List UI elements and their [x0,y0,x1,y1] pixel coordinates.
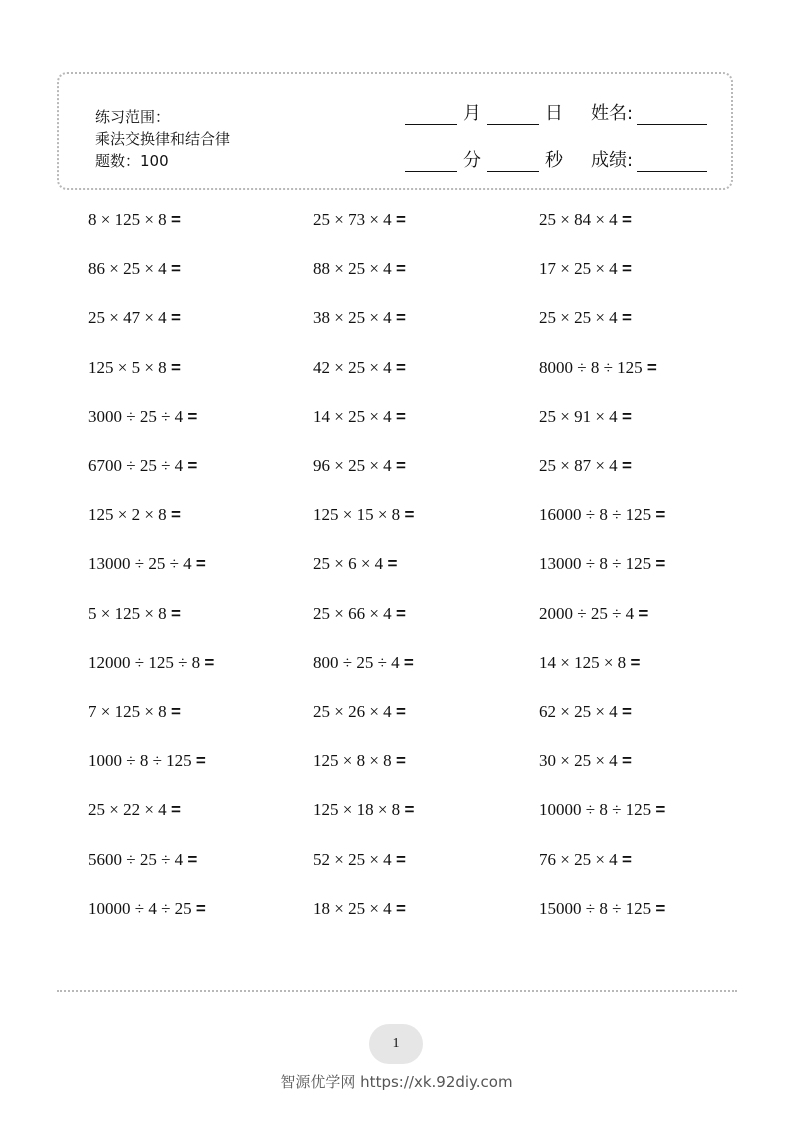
problem-item [88,210,181,230]
problem-item [88,456,197,476]
month-label: 月 [463,103,481,124]
equals-sign: = [646,357,657,377]
equals-sign: = [187,406,198,426]
equals-sign: = [395,406,406,426]
question-count [95,150,230,172]
problem-expression: 6700 ÷ 25 ÷ 4 [88,456,184,475]
problem-expression: 5 × 125 × 8 [88,603,167,623]
minute-blank[interactable] [405,170,457,172]
problem-item [539,702,632,722]
name-label: 姓名: [591,103,634,124]
equals-sign: = [621,456,632,475]
problem-item [313,210,406,230]
problem-expression: 25 × 84 × 4 [539,210,618,229]
problem-item [539,456,632,476]
problem-item [88,702,181,722]
problem-item [88,259,181,279]
equals-sign: = [395,702,406,721]
problem-expression: 25 × 26 × 4 [313,702,392,721]
count-value: 100 [140,152,169,170]
problem-expression: 25 × 87 × 4 [539,456,618,475]
equals-sign: = [621,259,632,279]
problem-expression: 125 × 2 × 8 [88,505,167,525]
problem-item [88,505,181,525]
equals-sign: = [621,751,632,771]
equals-sign: = [395,849,406,869]
equals-sign: = [404,800,415,820]
problem-item [313,259,406,279]
equals-sign: = [655,554,666,574]
equals-sign: = [655,898,666,918]
equals-sign: = [395,898,406,918]
problem-item [539,308,632,328]
problem-item [313,456,406,476]
problem-item [539,800,665,820]
problem-expression: 25 × 66 × 4 [313,603,392,623]
problem-item [313,850,406,870]
problem-item [539,210,632,230]
problem-item [539,505,665,525]
problem-expression: 42 × 25 × 4 [313,357,392,377]
problem-item [88,554,206,574]
equals-sign: = [170,800,181,820]
problem-expression: 14 × 25 × 4 [313,406,392,426]
equals-sign: = [630,652,641,672]
time-score-row [405,146,707,172]
problem-item [539,259,632,279]
day-label: 日 [545,103,563,124]
equals-sign: = [395,456,406,475]
problem-expression: 125 × 18 × 8 [313,800,401,820]
equals-sign: = [655,800,666,820]
problem-expression: 125 × 8 × 8 [313,751,392,771]
equals-sign: = [638,603,649,623]
problem-item [313,308,406,328]
problem-expression: 8000 ÷ 8 ÷ 125 [539,357,643,377]
equals-sign: = [195,898,206,918]
range-label: 练习范围： [95,108,171,126]
footer-source: 智源优学网 https://xk.92diy.com [280,1073,513,1091]
count-label: 题数： [95,152,141,170]
equals-sign: = [395,357,406,377]
equals-sign: = [170,308,181,328]
problem-expression: 25 × 6 × 4 [313,554,384,574]
page-number: 1 [369,1024,423,1064]
equals-sign: = [195,554,206,574]
problem-item [88,653,214,673]
equals-sign: = [170,702,181,721]
problem-item [539,653,640,673]
bottom-divider [57,990,737,992]
practice-info [95,106,230,172]
score-label: 成绩: [591,150,634,171]
problem-item [539,358,657,378]
equals-sign: = [621,308,632,328]
problem-expression: 14 × 125 × 8 [539,652,627,672]
equals-sign: = [170,357,181,377]
equals-sign: = [621,702,632,721]
header-box [57,72,733,190]
problem-expression: 13000 ÷ 25 ÷ 4 [88,554,192,574]
problem-expression: 5600 ÷ 25 ÷ 4 [88,849,184,869]
problem-expression: 7 × 125 × 8 [88,702,167,721]
problem-expression: 96 × 25 × 4 [313,456,392,475]
problem-item [539,604,648,624]
problem-expression: 2000 ÷ 25 ÷ 4 [539,603,635,623]
problem-item [88,308,181,328]
equals-sign: = [621,849,632,869]
problem-item [313,554,397,574]
problem-item [539,751,632,771]
equals-sign: = [395,308,406,328]
problem-expression: 18 × 25 × 4 [313,898,392,918]
name-blank[interactable] [637,123,707,125]
equals-sign: = [170,505,181,525]
problem-expression: 17 × 25 × 4 [539,259,618,279]
problem-expression: 125 × 15 × 8 [313,505,401,525]
date-name-row [405,99,707,125]
problem-expression: 12000 ÷ 125 ÷ 8 [88,652,201,672]
problem-expression: 38 × 25 × 4 [313,308,392,328]
problem-item [313,702,406,722]
problem-expression: 10000 ÷ 4 ÷ 25 [88,898,192,918]
problem-expression: 10000 ÷ 8 ÷ 125 [539,800,652,820]
problem-item [88,751,206,771]
problem-expression: 800 ÷ 25 ÷ 4 [313,652,400,672]
problem-expression: 30 × 25 × 4 [539,751,618,771]
equals-sign: = [395,751,406,771]
equals-sign: = [170,210,181,229]
problem-expression: 15000 ÷ 8 ÷ 125 [539,898,652,918]
equals-sign: = [655,505,666,525]
equals-sign: = [404,505,415,525]
problem-item [88,604,181,624]
problem-expression: 25 × 47 × 4 [88,308,167,328]
problem-item [88,358,181,378]
equals-sign: = [204,652,215,672]
second-label: 秒 [545,150,563,171]
range-value: 乘法交换律和结合律 [95,130,231,148]
problem-expression: 13000 ÷ 8 ÷ 125 [539,554,652,574]
problem-expression: 76 × 25 × 4 [539,849,618,869]
problem-expression: 8 × 125 × 8 [88,210,167,229]
day-blank[interactable] [487,123,539,125]
problem-item [539,407,632,427]
problem-expression: 62 × 25 × 4 [539,702,618,721]
equals-sign: = [403,652,414,672]
equals-sign: = [395,259,406,279]
equals-sign: = [170,603,181,623]
equals-sign: = [621,406,632,426]
problem-item [313,505,414,525]
problem-item [539,850,632,870]
equals-sign: = [395,210,406,229]
minute-label: 分 [463,150,481,171]
problem-item [313,653,414,673]
equals-sign: = [187,456,198,475]
problem-expression: 25 × 73 × 4 [313,210,392,229]
problem-expression: 25 × 25 × 4 [539,308,618,328]
problem-expression: 25 × 91 × 4 [539,406,618,426]
score-blank[interactable] [637,170,707,172]
problem-item [539,899,665,919]
problem-item [88,800,181,820]
problem-expression: 125 × 5 × 8 [88,357,167,377]
second-blank[interactable] [487,170,539,172]
problem-item [313,751,406,771]
problem-expression: 1000 ÷ 8 ÷ 125 [88,751,192,771]
equals-sign: = [395,603,406,623]
problem-item [539,554,665,574]
problem-item [88,899,206,919]
problem-expression: 86 × 25 × 4 [88,259,167,279]
problem-item [313,899,406,919]
equals-sign: = [195,751,206,771]
equals-sign: = [187,849,198,869]
problem-item [313,358,406,378]
equals-sign: = [170,259,181,279]
problem-expression: 16000 ÷ 8 ÷ 125 [539,505,652,525]
equals-sign: = [621,210,632,229]
month-blank[interactable] [405,123,457,125]
problem-expression: 88 × 25 × 4 [313,259,392,279]
problem-item [88,407,197,427]
equals-sign: = [387,554,398,574]
problem-expression: 52 × 25 × 4 [313,849,392,869]
problem-item [313,800,414,820]
problem-item [313,604,406,624]
problem-item [313,407,406,427]
problem-expression: 25 × 22 × 4 [88,800,167,820]
problem-expression: 3000 ÷ 25 ÷ 4 [88,406,184,426]
problem-item [88,850,197,870]
